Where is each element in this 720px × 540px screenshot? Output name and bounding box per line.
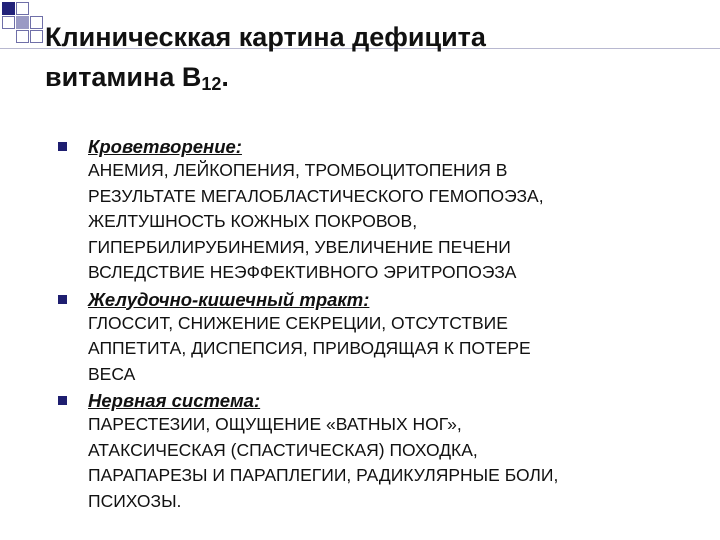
text-line: ПСИХОЗЫ. — [88, 490, 182, 511]
corner-square-decoration — [16, 2, 29, 15]
list-item — [48, 390, 708, 514]
corner-square-decoration — [2, 2, 15, 15]
list-item — [48, 289, 708, 388]
item-heading: Желудочно-кишечный тракт: — [88, 288, 370, 310]
item-heading: Нервная система: — [88, 390, 261, 411]
text-line: ВЕСА — [88, 363, 136, 384]
text-line: АНЕМИЯ, ЛЕЙКОПЕНИЯ, ТРОМБОЦИТОПЕНИЯ В — [88, 160, 508, 180]
bullet-list — [48, 136, 708, 517]
text-line: ГЛОССИТ, СНИЖЕНИЕ СЕКРЕЦИИ, ОТСУТСТВИЕ — [88, 312, 508, 333]
corner-square-decoration — [16, 16, 29, 29]
text-line: ВСЛЕДСТВИЕ НЕЭФФЕКТИВНОГО ЭРИТРОПОЭЗА — [88, 262, 517, 282]
corner-square-decoration — [30, 16, 43, 29]
item-text — [88, 311, 708, 388]
title-subscript: 12 — [201, 74, 222, 94]
corner-square-decoration — [2, 16, 15, 29]
text-line: АТАКСИЧЕСКАЯ (СПАСТИЧЕСКАЯ) ПОХОДКА, — [88, 439, 478, 460]
item-text — [88, 158, 708, 286]
square-bullet-icon — [58, 142, 67, 151]
list-item — [48, 136, 708, 286]
text-line: ПАРАПАРЕЗЫ И ПАРАПЛЕГИИ, РАДИКУЛЯРНЫЕ БОЛИ, — [88, 465, 559, 485]
square-bullet-icon — [58, 295, 67, 304]
slide-title — [45, 17, 705, 97]
title-line-2: витамина В — [45, 62, 202, 92]
text-line: ПАРЕСТЕЗИИ, ОЩУЩЕНИЕ «ВАТНЫХ НОГ», — [88, 414, 462, 434]
corner-square-decoration — [30, 30, 43, 43]
title-line-1: Клиническкая картина дефицита — [45, 22, 486, 52]
text-line: РЕЗУЛЬТАТЕ МЕГАЛОБЛАСТИЧЕСКОГО ГЕМОПОЭЗА, — [88, 185, 544, 206]
corner-square-decoration — [16, 30, 29, 43]
item-heading: Кроветворение: — [88, 136, 242, 157]
item-text — [88, 412, 708, 514]
title-period: . — [221, 62, 229, 92]
text-line: АППЕТИТА, ДИСПЕПСИЯ, ПРИВОДЯЩАЯ К ПОТЕРЕ — [88, 338, 531, 358]
text-line: ЖЕЛТУШНОСТЬ КОЖНЫХ ПОКРОВОВ, — [88, 211, 418, 231]
text-line: ГИПЕРБИЛИРУБИНЕМИЯ, УВЕЛИЧЕНИЕ ПЕЧЕНИ — [88, 236, 511, 257]
square-bullet-icon — [58, 396, 67, 405]
